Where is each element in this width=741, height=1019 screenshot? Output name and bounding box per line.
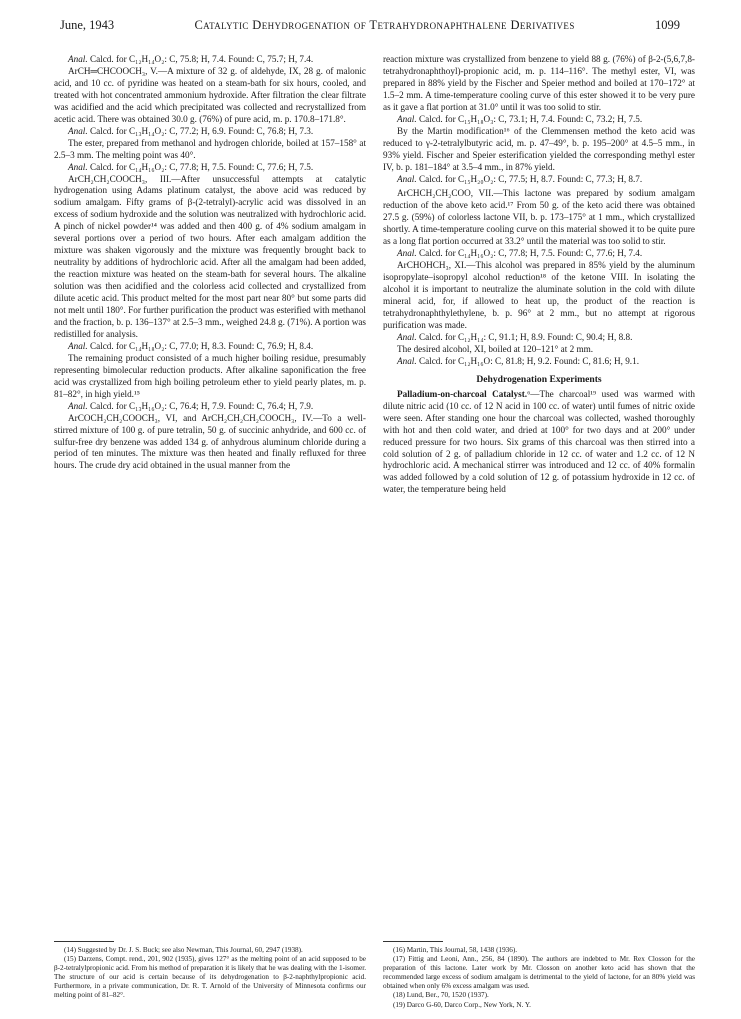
paragraph-text: Calcd. for C₁₂H₁₆O: C, 81.8; H, 9.2. Found: C, 81.6; H, 9.1. (416, 355, 639, 366)
paragraph (54, 126, 366, 138)
paragraph-lead: Anal. (68, 125, 88, 136)
paragraph (383, 126, 695, 174)
paragraph (383, 260, 695, 332)
paragraph-lead: Anal. (68, 54, 88, 64)
paragraph-text: Calcd. for C₁₂H₁₄O₂: C, 75.8; H, 7.4. Found: C, 75.7; H, 7.4. (87, 54, 314, 64)
paragraph-lead: Anal. (397, 331, 417, 342)
paragraph-text: Calcd. for C₁₄H₁₈O₂: C, 77.0; H, 8.3. Found: C, 76.9; H, 8.4. (87, 340, 314, 351)
paragraph (383, 356, 695, 368)
paragraph-text: reaction mixture was crystallized from benzene to yield 88 g. (76%) of β-2-(5,6,7,8-tetrahydronaphthoyl)-propionic acid, m. p. 114–116°. The methyl ester, VI, was prepared in 88% yield by the Fischer and Speier method and boiled at 170–172° at 1.5–2 mm. A time-temperature cooling curve of this ester showed it to be very pure as it gave a flat portion at 31.0° until it was too solid to stir. (383, 54, 695, 112)
paragraph (383, 174, 695, 186)
paragraph-lead: Anal. (397, 248, 417, 259)
paragraph-text: By the Martin modification¹⁶ of the Clemmensen method the keto acid was reduced to γ-2-tetralylbutyric acid, m. p. 47–49°, b. p. 195–200° at 4.5–5 mm., in 93% yield. Fischer and Speier esterification yielded the corresponding methyl ester IV, b. p. 181–184° at 3.5–4 mm., in 87% yield. (383, 125, 695, 172)
paragraph-lead: Anal. (68, 340, 88, 351)
paragraph (54, 413, 366, 473)
paragraph-text: Calcd. for C₁₄H₁₆O₂: C, 77.8; H, 7.5. Found: C, 77.6; H, 7.5. (87, 161, 314, 172)
paragraph-text: —This lactone was prepared by sodium amalgam reduction of the above keto acid.¹⁷ From 50 g. of the keto acid there was obtained 27.5 g. (59%) of colorless lactone VII, b. p. 173–175° at 1 mm., which crystallized shortly. A time-temperature cooling curve on this material showed it to be quite pure as a long flat portion occurred at 33.2° until the material was too solid to stir. (383, 188, 696, 247)
paragraph-lead: ArCHOHCH₃, XI. (397, 260, 467, 271)
paragraph-text: Calcd. for C₁₅H₂₀O₂: C, 77.5; H, 8.7. Found: C, 77.3; H, 8.7. (416, 173, 643, 184)
paragraph-lead: Anal. (397, 113, 417, 124)
paragraph (383, 188, 695, 248)
paragraph (54, 138, 366, 162)
footnote: (15) Darzens, Compt. rend., 201, 902 (1935), gives 127° as the melting point of an acid supposed to be β-2-tetralylpropionic acid. From his method of preparation it is likely that he was dealing with the 1-isomer. The structure of our acid is certain because of its dehydrogenation to β-2-naphthylpropionic acid. Furthermore, in a private communication, Dr. R. T. Arnold of the University of Minnesota confirms our melting point of 81–82°. (54, 955, 366, 1000)
paragraph (54, 341, 366, 353)
paragraph-lead: Anal. (68, 400, 88, 411)
paragraph-text: Calcd. for C₁₅H₁₈O₃: C, 73.1; H, 7.4. Found: C, 73.2; H, 7.5. (416, 113, 643, 124)
paragraph (54, 54, 366, 66)
paragraph-text: Calcd. for C₁₃H₁₆O₂: C, 76.4; H, 7.9. Found: C, 76.4; H, 7.9. (87, 400, 314, 411)
header-title: Catalytic Dehydrogenation of Tetrahydronaphthalene Derivatives (194, 18, 575, 32)
footnote: (14) Suggested by Dr. J. S. Buck; see also Newman, This Journal, 60, 2947 (1938). (64, 946, 303, 954)
paragraph-text: —A mixture of 32 g. of aldehyde, IX, 28 g. of malonic acid, and 10 cc. of pyridine was heated on a steam-bath for six hours, cooled, and treated with hot concentrated ammonium hydroxide. After filtration the clear filtrate was acidified and the acid which precipitated was collected and recrystallized from acetic acid. There was obtained 30.0 g. (76%) of pure acid, m. p. 170.8–171.8°. (54, 65, 366, 124)
paragraph (54, 353, 366, 401)
paragraph-text: ⁶—The charcoal¹⁹ used was warmed with dilute nitric acid (10 cc. of 12 N acid in 100 cc. of water) until fumes of nitric oxide were seen. After standing one hour the charcoal was collected, washed thoroughly with hot and then cold water, and dried at 100° for two days and at 200° under reduced pressure for two hours. Six grams of this charcoal was then stirred into a cold solution of 2 g. of palladium chloride in 12 cc. of water and 1.2 cc. of 12 N hydrochloric acid. A mechanical stirrer was introduced and 12 cc. of 40% formalin was added followed by a cold solution of 12 g. of potassium hydroxide in 12 cc. of water, the temperature being held (383, 388, 696, 495)
paragraph-text: Calcd. for C₁₂H₁₄: C, 91.1; H, 8.9. Found: C, 90.4; H, 8.8. (416, 331, 633, 342)
paragraph-text: —To a well-stirred mixture of 100 g. of pure tetralin, 50 g. of succinic anhydride, and 600 cc. of sulfur-free dry benzene was added 134 g. of anhydrous aluminum chloride during a period of ten minutes. The mixture was then heated and finally refluxed for three hours. The crude dry acid obtained in the usual manner from the (54, 412, 366, 471)
paragraph-text: —After unsuccessful attempts at catalytic hydrogenation using Adams platinum catalyst, the above acid was reduced by sodium amalgam. Fifty grams of β-(2-tetralyl)-acrylic acid was dissolved in an excess of sodium hydroxide and the solution was neutralized with hydrochloric acid. A pinch of nickel powder¹⁴ was added and then 400 g. of 4% sodium amalgam in several portions over a period of two hours. After each amalgam addition the mixture was shaken vigorously and the mixture was frequently brought back to neutrality by additions of hydrochloric acid. After all the amalgam had been added, the reaction mixture was heated on the steam-bath for several hours. The alkaline solution was then acidified and the colorless acid collected and crystallized from dilute acetic acid. This product melted for the most part near 80° but some parts did not melt until 180°. For further purification the product was esterified with methanol and the fraction, b. p. 136–137° at 2.5–3 mm., weighed 24.8 g. (71%). A portion was redistilled for analysis. (54, 173, 366, 339)
footnotes-right (383, 946, 695, 1010)
footnote: (16) Martin, This Journal, 58, 1438 (1936). (393, 946, 518, 954)
paragraph-lead: Anal. (68, 161, 88, 172)
paragraph-lead: Palladium-on-charcoal Catalyst. (397, 388, 528, 399)
footnote-rule-right (383, 941, 443, 942)
footnote: (19) Darco G-60, Darco Corp., New York, N. Y. (393, 1000, 531, 1009)
paragraph (383, 248, 695, 260)
paragraph (383, 332, 695, 344)
header-page-number: 1099 (655, 18, 680, 32)
section-heading: Dehydrogenation Experiments (476, 373, 602, 385)
paragraph-text: The remaining product consisted of a much higher boiling residue, presumably representing bimolecular reduction products. After alkaline saponification the free acid was crystallized from high boiling petroleum ether to yield pearly plates, m. p. 81–82°, in high yield.¹⁵ (54, 352, 366, 399)
paragraph-lead: ArCH═CHCOOCH₃, V. (68, 65, 158, 76)
paragraph (383, 389, 695, 497)
paragraph-text: —This alcohol was prepared in 85% yield by the aluminum isopropylate–isopropyl alcohol reduction¹⁸ of the ketone VIII. In isolating the alcohol it is important to neutralize the aluminate solution in the cold with dilute mineral acid, for, if allowed to heat up, the product of the reaction is tetrahydronaphthylethylene, b. p. 96° at 2 mm., but no attempt at rigorous purification was made. (383, 260, 696, 330)
paragraph (54, 174, 366, 341)
footnote-rule-left (54, 941, 114, 942)
paragraph-lead: ArCH₂CH₂COOCH₃, III. (68, 173, 172, 184)
footnotes-left (54, 946, 366, 1001)
paragraph (383, 114, 695, 126)
paragraph (54, 162, 366, 174)
footnote: (17) Fittig and Leoni, Ann., 256, 84 (1890). The authors are indebted to Mr. Rex Closson for the preparation of this lactone. Later work by Mr. Closson on another keto acid has shown that the recommended large excess of sodium amalgam is detrimental to the yield of lactone, for an 80% yield was obtained when only 6% excess amalgam was used. (383, 955, 695, 991)
paragraph-lead: Anal. (397, 355, 417, 366)
paragraph (383, 344, 695, 356)
paragraph-lead: ArCHCH₂CH₂COO, VII. (397, 188, 494, 199)
left-column (54, 54, 366, 472)
footnote: (18) Lund, Ber., 70, 1520 (1937). (393, 991, 489, 1000)
paragraph-text: Calcd. for C₁₃H₁₄O₂: C, 77.2; H, 6.9. Found: C, 76.8; H, 7.3. (87, 125, 314, 136)
paragraph (383, 54, 695, 114)
paragraph-lead: ArCOCH₂CH₂COOCH₃, VI, and ArCH₂CH₂CH₂COOCH₃, IV. (68, 412, 314, 423)
running-header (60, 18, 680, 38)
right-column (383, 54, 695, 496)
paragraph-lead: Anal. (397, 173, 417, 184)
paragraph-text: The desired alcohol, XI, boiled at 120–121° at 2 mm. (397, 343, 594, 354)
paragraph (54, 66, 366, 126)
paragraph-text: The ester, prepared from methanol and hydrogen chloride, boiled at 157–158° at 2.5–3 mm. The melting point was 40°. (54, 137, 366, 160)
paragraph (54, 401, 366, 413)
paragraph-text: Calcd. for C₁₄H₁₆O₂: C, 77.8; H, 7.5. Found: C, 77.6; H, 7.4. (416, 248, 643, 259)
header-date: June, 1943 (60, 18, 115, 32)
